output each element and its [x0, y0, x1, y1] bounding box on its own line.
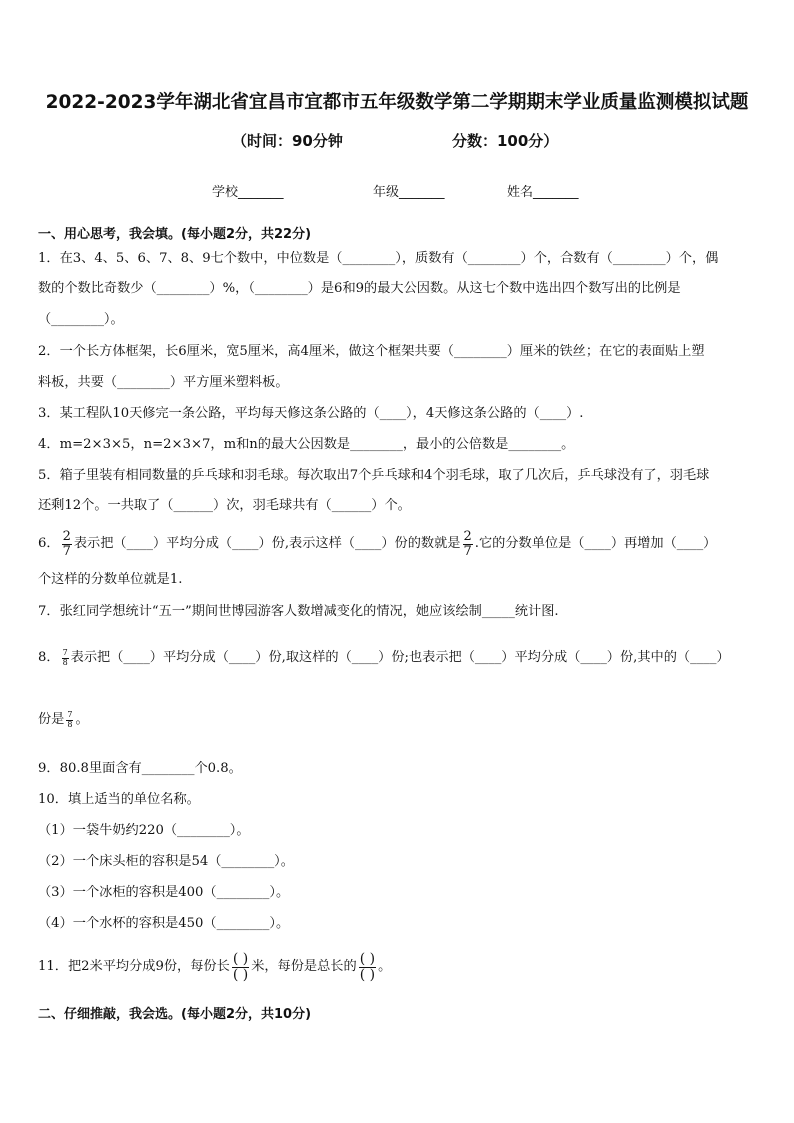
- q8-fraction-2: [66, 711, 73, 729]
- q11-blank-numerator-1: ( ): [232, 950, 249, 967]
- q6-text-part1: 表示把（____）平均分成（____）份,表示这样（____）份的数就是: [73, 536, 461, 551]
- q11-text-part1: 11．把2米平均分成9份，每份长: [38, 959, 230, 974]
- time-label: （时间：90分钟: [232, 132, 343, 150]
- q8-fraction-2-denominator: 8: [67, 719, 73, 729]
- q6-fraction-2: [463, 530, 473, 558]
- q6-line1: [38, 526, 760, 562]
- q6-fraction: [62, 530, 72, 558]
- q7-line1: 7．张红同学想统计“五一”期间世博园游客人数增减变化的情况，她应该绘制_____统计图.: [38, 604, 559, 619]
- section-2-heading: 二、仔细推敲，我会选。(每小题2分，共10分): [38, 1007, 312, 1022]
- q10-sub3: （3）一个冰柜的容积是400（________）。: [38, 885, 290, 900]
- q8-line2-suffix: 。: [75, 712, 89, 727]
- q6-fraction-denominator: 7: [62, 543, 71, 559]
- q10-sub4: （4）一个水杯的容积是450（________）。: [38, 916, 290, 931]
- q8-prefix: 8．: [38, 650, 60, 665]
- q11-line1: [38, 947, 760, 987]
- q1-line1: 1．在3、4、5、6、7、8、9七个数中，中位数是（________），质数有（________）个，合数有（________）个，偶: [38, 251, 719, 266]
- q11-blank-fraction-2: [359, 952, 376, 982]
- q6-fraction-2-denominator: 7: [463, 543, 472, 559]
- q5-line2: 还剩12个。一共取了（______）次，羽毛球共有（______）个。: [38, 498, 411, 513]
- q8-fraction-2-numerator: 7: [67, 709, 73, 719]
- score-label: 分数：100分）: [452, 132, 559, 150]
- school-field: 学校_______: [212, 185, 284, 200]
- q8-line2: [38, 706, 760, 734]
- q11-blank-denominator-2: ( ): [359, 966, 376, 983]
- q11-text-part3: 。: [378, 959, 392, 974]
- q10-sub1: （1）一袋牛奶约220（________）。: [38, 823, 250, 838]
- q11-blank-fraction-1: [232, 952, 249, 982]
- q6-text-part2: .它的分数单位是（____）再增加（____）: [474, 536, 717, 551]
- q3-line1: 3．某工程队10天修完一条公路，平均每天修这条公路的（____），4天修这条公路的（____）.: [38, 406, 584, 421]
- q6-prefix: 6．: [38, 536, 60, 551]
- q2-line1: 2．一个长方体框架，长6厘米，宽5厘米，高4厘米，做这个框架共要（________）厘米的铁丝；在它的表面贴上塑: [38, 344, 705, 359]
- q10-sub2: （2）一个床头柜的容积是54（________）。: [38, 854, 294, 869]
- q2-line2: 料板，共要（________）平方厘米塑料板。: [38, 375, 289, 390]
- q6-line2: 个这样的分数单位就是1.: [38, 572, 183, 587]
- q1-line3: （________）。: [38, 312, 124, 327]
- q10-line1: 10．填上适当的单位名称。: [38, 792, 200, 807]
- q11-text-part2: 米，每份是总长的: [251, 959, 357, 974]
- q8-line2-prefix: 份是: [38, 712, 65, 727]
- q11-blank-numerator-2: ( ): [359, 950, 376, 967]
- q8-fraction-numerator: 7: [62, 647, 68, 657]
- q6-fraction-2-numerator: 2: [463, 528, 472, 544]
- q8-fraction-denominator: 8: [62, 657, 68, 667]
- section-1-heading: 一、用心思考，我会填。(每小题2分，共22分): [38, 227, 312, 242]
- q4-line1: 4．m=2×3×5，n=2×3×7，m和n的最大公因数是________，最小的公倍数是________。: [38, 437, 575, 452]
- q8-line1: [38, 641, 760, 675]
- q8-fraction: [62, 649, 69, 667]
- q9-line1: 9．80.8里面含有________个0.8。: [38, 761, 242, 776]
- q11-blank-denominator-1: ( ): [232, 966, 249, 983]
- q1-line2: 数的个数比奇数少（________）%，（________）是6和9的最大公因数。从这七个数中选出四个数写出的比例是: [38, 281, 681, 296]
- q6-fraction-numerator: 2: [62, 528, 71, 544]
- q8-text-part1: 表示把（____）平均分成（____）份,取这样的（____）份;也表示把（____）平均分成（____）份,其中的（____）: [70, 650, 730, 665]
- name-field: 姓名_______: [507, 185, 579, 200]
- grade-field: 年级_______: [373, 185, 445, 200]
- exam-title: 2022-2023学年湖北省宜昌市宜都市五年级数学第二学期期末学业质量监测模拟试题: [45, 92, 749, 113]
- q5-line1: 5．箱子里装有相同数量的乒乓球和羽毛球。每次取出7个乒乓球和4个羽毛球，取了几次后，乒乓球没有了，羽毛球: [38, 468, 710, 483]
